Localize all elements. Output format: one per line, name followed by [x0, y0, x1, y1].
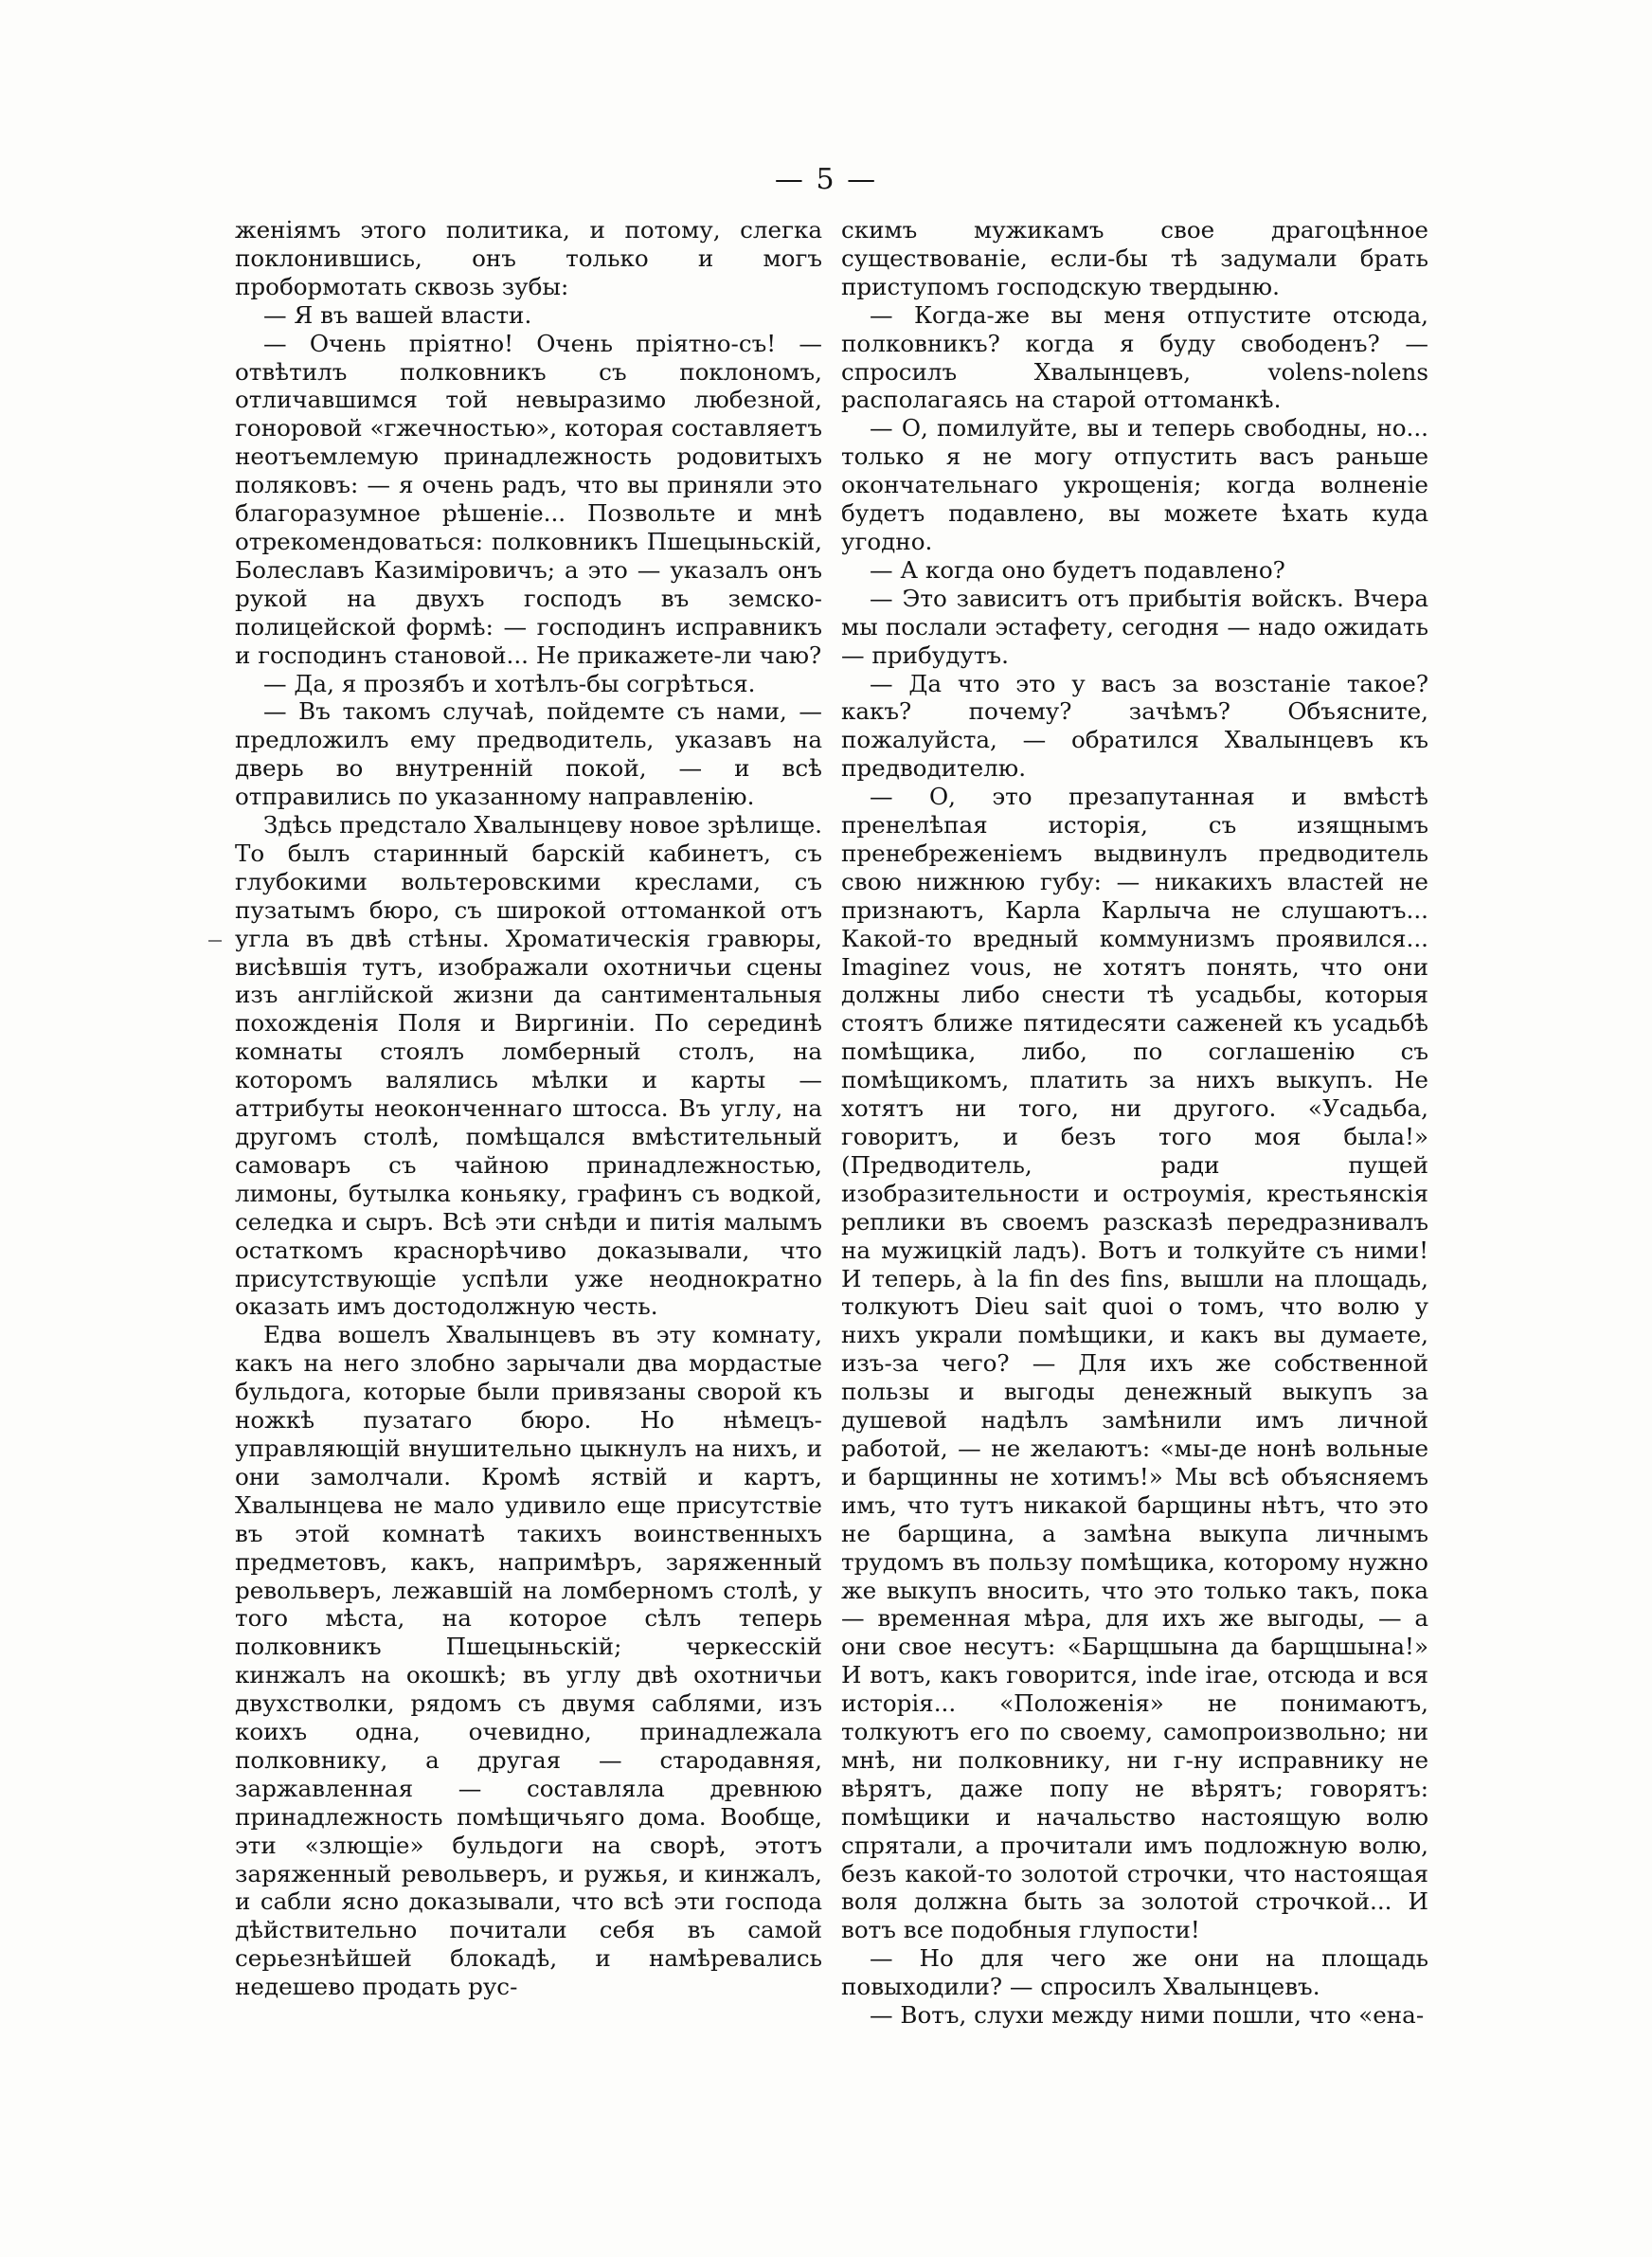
paragraph: — Когда-же вы меня отпустите отсюда, полковникъ? когда я буду свободенъ? — спросилъ Хвалынцевъ, volens-nolens располагаясь на старой оттоманкѣ. — [841, 300, 1428, 414]
paragraph: Здѣсь предстало Хвалынцеву новое зрѣлище. То былъ старинный барскій кабинетъ, съ глубокими вольтеровскими креслами, съ пузатымъ бюро, съ широкой оттоманкой отъ угла въ двѣ стѣны. Хроматическія гравюры, висѣвшія тутъ, изображали охотничьи сцены изъ англійской жизни да сантиментальныя похожденія Поля и Виргиніи. По серединѣ комнаты стоялъ ломберный столъ, на которомъ валялись мѣлки и карты — аттрибуты неоконченнаго штосса. Въ углу, на другомъ столѣ, помѣщался вмѣстительный самоваръ съ чайною принадлежностью, лимоны, бутылка коньяку, графинъ съ водкой, селедка и сыръ. Всѣ эти снѣди и питія малымъ остаткомъ краснорѣчиво доказывали, что присутствующіе успѣли уже неоднократно оказать имъ достодолжную честь. — [235, 811, 822, 1321]
paragraph: женіямъ этого политика, и потому, слегка поклонившись, онъ только и могъ пробормотать сквозь зубы: — [235, 216, 822, 300]
paragraph: — Въ такомъ случаѣ, пойдемте съ нами, — предложилъ ему предводитель, указавъ на дверь во внутренній покой, — и всѣ отправились по указанному направленію. — [235, 697, 822, 811]
paragraph: — О, это презапутанная и вмѣстѣ пренелѣпая исторія, съ изящнымъ пренебреженіемъ выдвинулъ предводитель свою нижнюю губу: — никакихъ властей не признаютъ, Карла Карлыча не слушаютъ... Какой-то вредный коммунизмъ проявился... Imaginez vous, не хотятъ понять, что они должны либо снести тѣ усадьбы, которыя стоятъ ближе пятидесяти саженей къ усадьбѣ помѣщика, либо, по соглашенію съ помѣщикомъ, платить за нихъ выкупъ. Не хотятъ ни того, ни другого. «Усадьба, говоритъ, и безъ того моя была!» (Предводитель, ради пущей изобразительности и остроумія, крестьянскія реплики въ своемъ разсказѣ передразнивалъ на мужицкій ладъ). Вотъ и толкуйте съ ними! И теперь, à la fin des fins, вышли на площадь, толкуютъ Dieu sait quoi о томъ, что волю у нихъ украли помѣщики, и какъ вы думаете, изъ-за чего? — Для ихъ же собственной пользы и выгоды денежный выкупъ за душевой надѣлъ замѣнили имъ личной работой, — не желаютъ: «мы-де нонѣ вольные и барщинны не хотимъ!» Мы всѣ объясняемъ имъ, что тутъ никакой барщины нѣтъ, что это не барщина, а замѣна выкупа личнымъ трудомъ въ пользу помѣщика, которому нужно же выкупъ вносить, что это только такъ, пока — временная мѣра, для ихъ же выгоды, — а они свое несутъ: «Барщшына да барщшына!» И вотъ, какъ говорится, inde irae, отсюда и вся исторія... «Положенія» не понимаютъ, толкуютъ его по своему, самопроизвольно; ни мнѣ, ни полковнику, ни г-ну исправнику не вѣрятъ, даже попу не вѣрятъ; говорятъ: помѣщики и начальство настоящую волю спрятали, а прочитали имъ подложную волю, безъ какой-то золотой строчки, что настоящая воля должна быть за золотой строчкой... И вотъ все подобныя глупости! — [841, 783, 1428, 1944]
paragraph: — Я въ вашей власти. — [263, 300, 532, 329]
paragraph: Едва вошелъ Хвалынцевъ въ эту комнату, какъ на него злобно зарычали два мордастые бульдога, которые были привязаны сворой къ ножкѣ пузатаго бюро. Но нѣмецъ-управляющій внушительно цыкнулъ на нихъ, и они замолчали. Кромѣ яствій и картъ, Хвалынцева не мало удивило еще присутствіе въ этой комнатѣ такихъ воинственныхъ предметовъ, какъ, напримѣръ, заряженный револьверъ, лежавшій на ломберномъ столѣ, у того мѣста, на которое сѣлъ теперь полковникъ Пшецыньскій; черкесскій кинжалъ на окошкѣ; въ углу двѣ охотничьи двухстволки, рядомъ съ двумя саблями, изъ коихъ одна, очевидно, принадлежала полковнику, а другая — стародавняя, заржавленная — составляла древнюю принадлежность помѣщичьяго дома. Вообще, эти «злющіе» бульдоги на сворѣ, этотъ заряженный револьверъ, и ружья, и кинжалъ, и сабли ясно доказывали, что всѣ эти господа дѣйствительно почитали себя въ самой серьезнѣйшей блокадѣ, и намѣревались недешево продать рус- — [235, 1321, 822, 2001]
paragraph: — Но для чего же они на площадь повыходили? — спросилъ Хвалынцевъ. — [841, 1944, 1428, 2001]
paragraph: — Вотъ, слухи между ними пошли, что «ена- — [870, 2001, 1425, 2030]
paragraph: — Да что это у васъ за возстаніе такое? какъ? почему? зачѣмъ? Объясните, пожалуйста, — обратился Хвалынцевъ къ предводителю. — [841, 669, 1428, 783]
paragraph: — О, помилуйте, вы и теперь свободны, но... только я не могу отпустить васъ раньше окончательнаго укрощенія; когда волненіе будетъ подавлено, вы можете ѣхать куда угодно. — [841, 414, 1428, 555]
left-column — [235, 216, 822, 2001]
right-column — [841, 216, 1428, 2030]
margin-mark — [208, 940, 222, 942]
page-number: — 5 — — [774, 163, 878, 196]
paragraph: — Это зависитъ отъ прибытія войскъ. Вчера мы послали эстафету, сегодня — надо ожидать — прибудутъ. — [841, 584, 1428, 669]
paragraph: — Да, я прозябъ и хотѣлъ-бы согрѣться. — [263, 669, 756, 697]
paragraph: — Очень пріятно! Очень пріятно-съ! — отвѣтилъ полковникъ съ поклономъ, отличавшимся той невыразимо любезной, гоноровой «гжечностью», которая составляетъ неотъемлемую принадлежность родовитыхъ поляковъ: — я очень радъ, что вы приняли это благоразумное рѣшеніе... Позвольте и мнѣ отрекомендоваться: полковникъ Пшецыньскій, Болеславъ Казиміровичъ; а это — указалъ онъ рукой на двухъ господъ въ земско-полицейской формѣ: — господинъ исправникъ и господинъ становой... Не прикажете-ли чаю? — [235, 329, 822, 669]
paragraph: скимъ мужикамъ свое драгоцѣнное существованіе, если-бы тѣ задумали брать приступомъ господскую твердыню. — [841, 216, 1428, 300]
paragraph: — А когда оно будетъ подавлено? — [870, 555, 1285, 584]
